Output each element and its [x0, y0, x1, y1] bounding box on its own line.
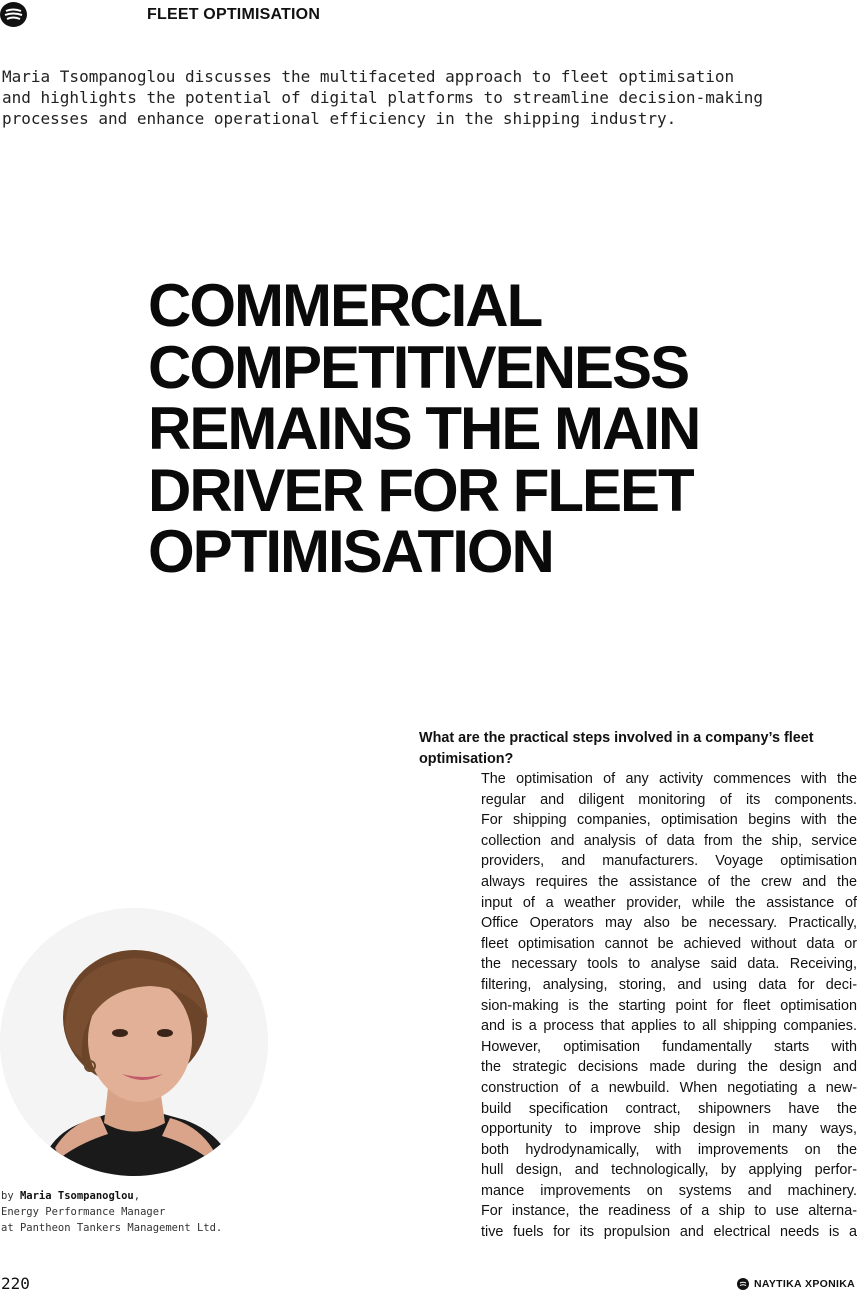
- answer-line: mance improvements on systems and machinery.: [481, 1182, 857, 1199]
- question-line: optimisation?: [419, 751, 514, 767]
- byline-suffix: ,: [133, 1190, 141, 1202]
- interview-question: [419, 728, 857, 770]
- page-number: 220: [1, 1274, 30, 1293]
- headline-line: OPTIMISATION: [148, 518, 553, 585]
- author-company: at Pantheon Tankers Management Ltd.: [1, 1222, 223, 1234]
- intro-paragraph: [2, 66, 802, 129]
- publication-logo-icon: [0, 2, 27, 27]
- author-name: Maria Tsompanoglou: [19, 1190, 134, 1202]
- answer-line: However, optimisation fundamentally starts with: [481, 1038, 857, 1055]
- headline-line: DRIVER FOR FLEET: [148, 456, 693, 524]
- answer-line: input of a weather provider, while the assistance of: [481, 894, 857, 911]
- interview-answer: [481, 769, 857, 1243]
- author-byline: [1, 1188, 222, 1236]
- answer-line: For instance, the readiness of a ship to use alterna-: [481, 1203, 857, 1220]
- answer-line: and is a process that applies to all shipping companies.: [481, 1018, 857, 1035]
- headline-line: COMPETITIVENESS: [148, 333, 689, 401]
- answer-line: filtering, analysing, storing, and using data for deci-: [481, 976, 857, 993]
- answer-line: Office Operators may also be necessary. Practically,: [481, 915, 857, 932]
- answer-line: always requires the assistance of the crew and the: [481, 873, 857, 890]
- answer-line: construction of a newbuild. When negotiating a new-: [481, 1079, 857, 1096]
- answer-line: tive fuels for its propulsion and electrical needs is a: [481, 1224, 857, 1241]
- answer-line: sion-making is the starting point for fleet optimisation: [481, 997, 857, 1014]
- intro-line: and highlights the potential of digital platforms to streamline decision-making: [2, 88, 763, 107]
- author-portrait: [0, 908, 268, 1176]
- author-role: Energy Performance Manager: [1, 1206, 166, 1218]
- answer-line: build specification contract, shipowners have the: [481, 1100, 857, 1117]
- answer-line: fleet optimisation cannot be achieved without data or: [481, 935, 857, 952]
- article-headline: [148, 272, 848, 585]
- question-line: What are the practical steps involved in a company’s fleet: [419, 730, 814, 746]
- answer-line: The optimisation of any activity commences with the: [481, 771, 857, 787]
- section-label: FLEET OPTIMISATION: [147, 6, 321, 23]
- intro-line: Maria Tsompanoglou discusses the multifaceted approach to fleet optimisation: [2, 67, 735, 86]
- answer-line: opportunity to improve ship design in many ways,: [481, 1121, 857, 1138]
- answer-line: the strategic decisions made during the design and: [481, 1059, 857, 1076]
- byline-prefix: by: [1, 1190, 20, 1202]
- headline-line: REMAINS THE MAIN: [148, 395, 700, 462]
- answer-line: For shipping companies, optimisation begins with the: [481, 812, 857, 829]
- publisher-mark: [737, 1276, 855, 1292]
- headline-line: COMMERCIAL: [148, 272, 542, 339]
- byline-name-line: [1, 1188, 222, 1204]
- answer-line: both hydrodynamically, with improvements on the: [481, 1141, 857, 1158]
- answer-line: regular and diligent monitoring of its components.: [481, 791, 857, 808]
- answer-line: collection and analysis of data from the ship, service: [481, 832, 857, 849]
- intro-line: processes and enhance operational efficiency in the shipping industry.: [2, 109, 677, 128]
- answer-line: hull design, and technologically, by applying perfor-: [481, 1162, 857, 1179]
- answer-line: the necessary tools to analyse said data. Receiving,: [481, 956, 857, 973]
- publisher-logo-icon: [737, 1278, 749, 1290]
- publisher-name: ΝΑΥΤΙΚΑ ΧΡΟΝΙΚΑ: [754, 1278, 855, 1290]
- answer-line: providers, and manufacturers. Voyage optimisation: [481, 853, 857, 870]
